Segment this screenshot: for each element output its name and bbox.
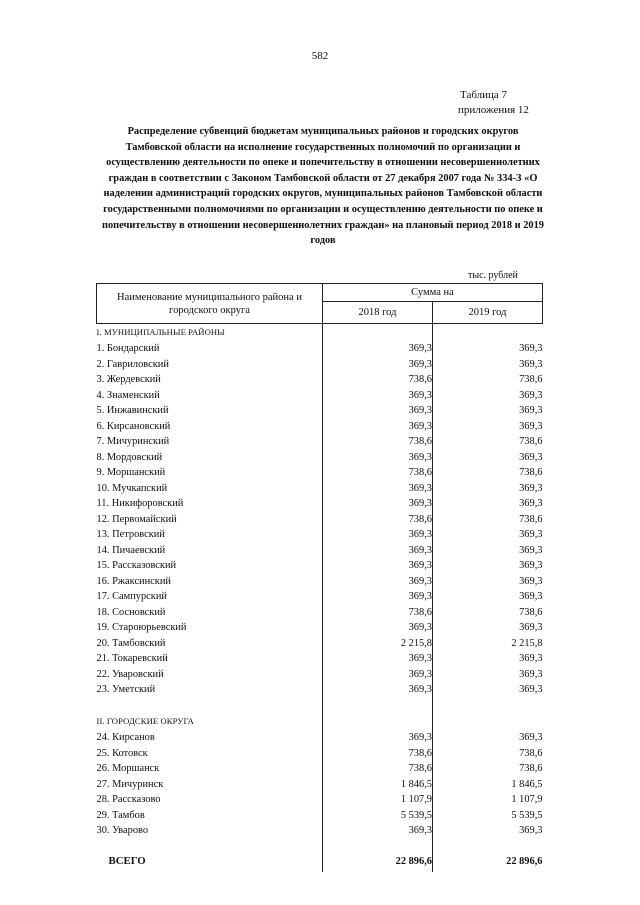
empty-cell <box>433 324 543 342</box>
section-title: I. МУНИЦИПАЛЬНЫЕ РАЙОНЫ <box>97 324 323 342</box>
district-name: 30. Уварово <box>97 823 323 839</box>
value-2019: 738,6 <box>433 434 543 450</box>
district-name: 26. Моршанск <box>97 761 323 777</box>
value-2018: 369,3 <box>323 341 433 357</box>
district-name: 13. Петровский <box>97 527 323 543</box>
value-2018: 1 846,5 <box>323 777 433 793</box>
table-row <box>97 357 543 373</box>
district-name: 27. Мичуринск <box>97 777 323 793</box>
value-2019: 369,3 <box>433 651 543 667</box>
table-row <box>97 527 543 543</box>
spacer-cell <box>97 698 323 714</box>
value-2019: 369,3 <box>433 450 543 466</box>
header-name-column: Наименование муниципального района и городского округа <box>97 284 323 324</box>
appendix-number: приложения 12 <box>458 104 529 116</box>
section-title: II. ГОРОДСКИЕ ОКРУГА <box>97 713 323 730</box>
value-2018: 369,3 <box>323 589 433 605</box>
district-name: 23. Уметский <box>97 682 323 698</box>
table-row <box>97 341 543 357</box>
district-name: 7. Мичуринский <box>97 434 323 450</box>
value-2018: 369,3 <box>323 620 433 636</box>
value-2019: 1 846,5 <box>433 777 543 793</box>
value-2019: 738,6 <box>433 761 543 777</box>
value-2018: 369,3 <box>323 527 433 543</box>
table-reference <box>458 88 529 118</box>
table-row <box>97 620 543 636</box>
district-name: 28. Рассказово <box>97 792 323 808</box>
value-2018: 738,6 <box>323 434 433 450</box>
table-row <box>97 481 543 497</box>
spacer-cell <box>97 839 323 855</box>
value-2018: 5 539,5 <box>323 808 433 824</box>
table-row <box>97 403 543 419</box>
table-row <box>97 419 543 435</box>
table-body <box>97 324 543 872</box>
value-2018: 369,3 <box>323 558 433 574</box>
section-header-row <box>97 713 543 730</box>
value-2018: 369,3 <box>323 481 433 497</box>
table-row <box>97 667 543 683</box>
spacer-row <box>97 839 543 855</box>
value-2019: 369,3 <box>433 589 543 605</box>
header-year-2019: 2019 год <box>433 302 543 324</box>
table-row <box>97 543 543 559</box>
value-2019: 369,3 <box>433 558 543 574</box>
table-row <box>97 372 543 388</box>
value-2018: 369,3 <box>323 823 433 839</box>
value-2018: 738,6 <box>323 465 433 481</box>
district-name: 9. Моршанский <box>97 465 323 481</box>
value-2018: 369,3 <box>323 496 433 512</box>
value-2018: 369,3 <box>323 730 433 746</box>
value-2018: 2 215,8 <box>323 636 433 652</box>
value-2019: 369,3 <box>433 341 543 357</box>
table-row <box>97 730 543 746</box>
district-name: 3. Жердевский <box>97 372 323 388</box>
district-name: 20. Тамбовский <box>97 636 323 652</box>
units-label: тыс. рублей <box>468 270 518 281</box>
district-name: 16. Ржаксинский <box>97 574 323 590</box>
value-2019: 369,3 <box>433 574 543 590</box>
table-row <box>97 651 543 667</box>
value-2019: 369,3 <box>433 403 543 419</box>
value-2019: 369,3 <box>433 388 543 404</box>
value-2018: 369,3 <box>323 543 433 559</box>
value-2019: 369,3 <box>433 496 543 512</box>
value-2018: 369,3 <box>323 682 433 698</box>
district-name: 25. Котовск <box>97 746 323 762</box>
value-2018: 738,6 <box>323 746 433 762</box>
value-2018: 1 107,9 <box>323 792 433 808</box>
value-2019: 369,3 <box>433 527 543 543</box>
table-row <box>97 589 543 605</box>
value-2019: 369,3 <box>433 543 543 559</box>
district-name: 29. Тамбов <box>97 808 323 824</box>
value-2019: 738,6 <box>433 372 543 388</box>
value-2018: 369,3 <box>323 419 433 435</box>
district-name: ВСЕГО <box>97 854 323 872</box>
table-row <box>97 761 543 777</box>
spacer-row <box>97 698 543 714</box>
district-name: 18. Сосновский <box>97 605 323 621</box>
district-name: 12. Первомайский <box>97 512 323 528</box>
value-2019: 369,3 <box>433 730 543 746</box>
district-name: 8. Мордовский <box>97 450 323 466</box>
value-2019: 369,3 <box>433 682 543 698</box>
empty-cell <box>433 713 543 730</box>
value-2019: 22 896,6 <box>433 854 543 872</box>
value-2019: 738,6 <box>433 746 543 762</box>
value-2018: 369,3 <box>323 357 433 373</box>
district-name: 10. Мучкапский <box>97 481 323 497</box>
district-name: 2. Гавриловский <box>97 357 323 373</box>
district-name: 6. Кирсановский <box>97 419 323 435</box>
document-title: Распределение субвенций бюджетам муниципальных районов и городских округов Тамбовской области на исполнение государственных полномочий по организации и осуществлению деятельности по опеке и попечительству в отношении несовершеннолетних граждан в соответствии с Законом Тамбовской области от 27 декабря 2007 года № 334-З «О наделении администраций городских округов, муниципальных районов Тамбовской области государственными полномочиями по организации и осуществлению деятельности по опеке и попечительству в отношении несовершеннолетних граждан» на плановый период 2018 и 2019 годов <box>101 126 544 247</box>
value-2018: 369,3 <box>323 403 433 419</box>
value-2018: 738,6 <box>323 761 433 777</box>
subvention-table <box>96 283 543 872</box>
district-name: 14. Пичаевский <box>97 543 323 559</box>
table-row <box>97 746 543 762</box>
district-name: 5. Инжавинский <box>97 403 323 419</box>
value-2018: 738,6 <box>323 512 433 528</box>
spacer-cell <box>433 698 543 714</box>
value-2019: 369,3 <box>433 667 543 683</box>
district-name: 22. Уваровский <box>97 667 323 683</box>
district-name: 1. Бондарский <box>97 341 323 357</box>
table-row <box>97 450 543 466</box>
district-name: 4. Знаменский <box>97 388 323 404</box>
value-2019: 738,6 <box>433 605 543 621</box>
value-2018: 738,6 <box>323 372 433 388</box>
district-name: 15. Рассказовский <box>97 558 323 574</box>
total-row <box>97 854 543 872</box>
spacer-cell <box>323 698 433 714</box>
district-name: 21. Токаревский <box>97 651 323 667</box>
value-2019: 738,6 <box>433 465 543 481</box>
value-2019: 369,3 <box>433 357 543 373</box>
table-row <box>97 496 543 512</box>
value-2019: 2 215,8 <box>433 636 543 652</box>
table-number: Таблица 7 <box>460 89 508 101</box>
spacer-cell <box>323 839 433 855</box>
table-row <box>97 792 543 808</box>
district-name: 11. Никифоровский <box>97 496 323 512</box>
table-row <box>97 605 543 621</box>
value-2019: 369,3 <box>433 419 543 435</box>
table-row <box>97 388 543 404</box>
header-sum-column: Сумма на <box>323 284 543 302</box>
table-row <box>97 682 543 698</box>
district-name: 19. Староюрьевский <box>97 620 323 636</box>
value-2018: 22 896,6 <box>323 854 433 872</box>
value-2019: 369,3 <box>433 481 543 497</box>
value-2019: 369,3 <box>433 620 543 636</box>
table-row <box>97 808 543 824</box>
value-2018: 369,3 <box>323 574 433 590</box>
table-row <box>97 465 543 481</box>
value-2018: 369,3 <box>323 450 433 466</box>
table-row <box>97 558 543 574</box>
value-2018: 369,3 <box>323 651 433 667</box>
page-number: 582 <box>311 50 329 62</box>
table-row <box>97 636 543 652</box>
value-2019: 1 107,9 <box>433 792 543 808</box>
value-2018: 738,6 <box>323 605 433 621</box>
value-2018: 369,3 <box>323 388 433 404</box>
section-header-row <box>97 324 543 342</box>
header-year-2018: 2018 год <box>323 302 433 324</box>
table-row <box>97 434 543 450</box>
table-row <box>97 823 543 839</box>
value-2018: 369,3 <box>323 667 433 683</box>
table-row <box>97 574 543 590</box>
table-row <box>97 777 543 793</box>
empty-cell <box>323 324 433 342</box>
empty-cell <box>323 713 433 730</box>
spacer-cell <box>433 839 543 855</box>
table-row <box>97 512 543 528</box>
value-2019: 738,6 <box>433 512 543 528</box>
value-2019: 5 539,5 <box>433 808 543 824</box>
district-name: 24. Кирсанов <box>97 730 323 746</box>
value-2019: 369,3 <box>433 823 543 839</box>
district-name: 17. Сампурский <box>97 589 323 605</box>
